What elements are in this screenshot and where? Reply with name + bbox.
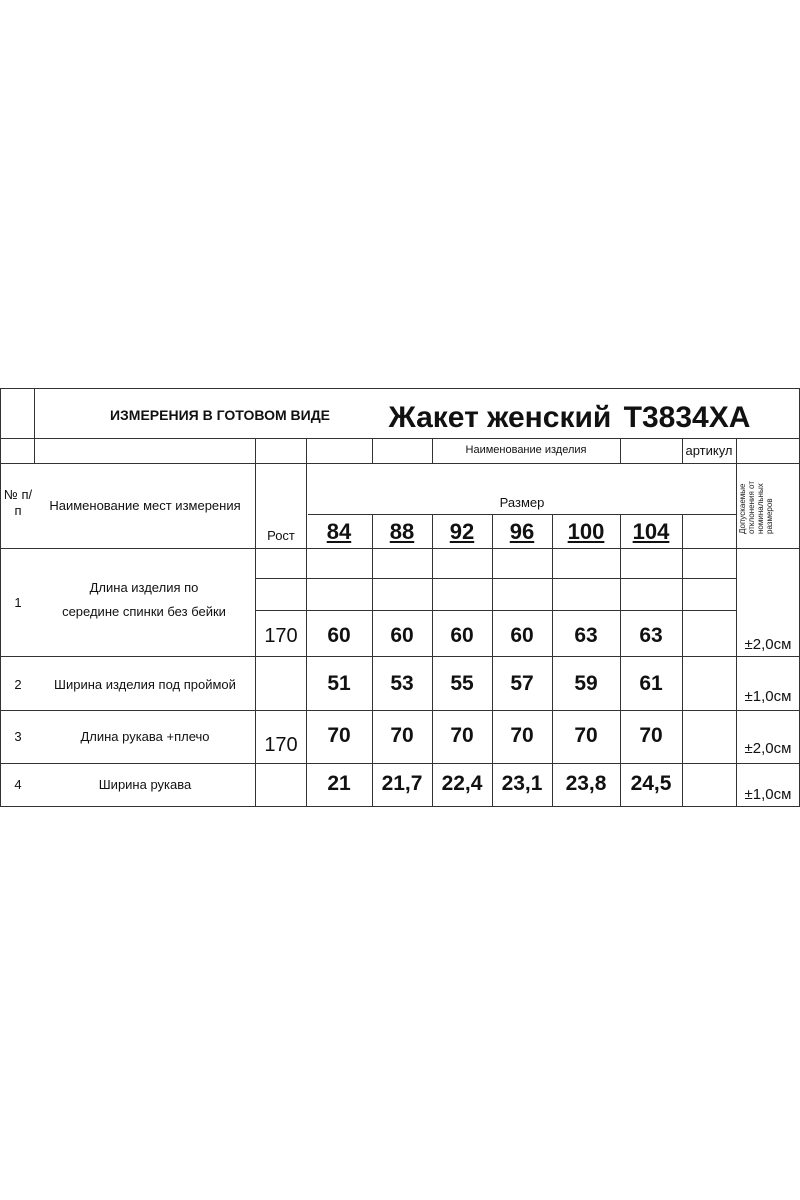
row-4-value-88: 21,7 — [381, 772, 423, 796]
row-3-value-96: 70 — [510, 724, 534, 748]
size-chart-sheet — [0, 388, 800, 808]
row-3-value-104: 70 — [639, 724, 663, 748]
row-4-number: 4 — [14, 777, 22, 793]
grid-line — [0, 656, 800, 657]
grid-line — [255, 610, 736, 611]
grid-line — [0, 806, 800, 807]
row-1-value-104: 63 — [639, 624, 663, 648]
row-3-tolerance: ±2,0см — [744, 740, 792, 757]
column-header-number: № п/п — [3, 487, 33, 518]
grid-line — [682, 514, 683, 807]
row-2-number: 2 — [14, 677, 22, 693]
row-1-value-96: 60 — [510, 624, 534, 648]
size-100: 100 — [567, 518, 605, 544]
row-3-value-100: 70 — [574, 724, 598, 748]
row-2-value-104: 61 — [639, 672, 663, 696]
row-4-value-104: 24,5 — [630, 772, 672, 796]
row-4-measure-name: Ширина рукава — [98, 777, 192, 793]
grid-line — [620, 438, 621, 463]
row-4-tolerance: ±1,0см — [744, 786, 792, 803]
row-1-height: 170 — [264, 625, 298, 647]
row-2-value-96: 57 — [510, 672, 534, 696]
row-3-value-88: 70 — [390, 724, 414, 748]
grid-line — [0, 463, 800, 464]
size-88: 88 — [389, 518, 415, 544]
row-4-value-92: 22,4 — [441, 772, 483, 796]
grid-line — [552, 514, 553, 807]
row-1-value-88: 60 — [390, 624, 414, 648]
row-2-value-88: 53 — [390, 672, 414, 696]
row-1-value-84: 60 — [327, 624, 351, 648]
column-header-measure-place: Наименование мест измерения — [49, 498, 241, 514]
row-4-value-100: 23,8 — [565, 772, 607, 796]
grid-line — [372, 438, 373, 463]
row-1-value-92: 60 — [450, 624, 474, 648]
grid-line — [372, 514, 373, 807]
row-3-measure-name: Длина рукава +плечо — [80, 729, 210, 745]
row-2-tolerance: ±1,0см — [744, 688, 792, 705]
product-name-caption: Наименование изделия — [465, 444, 587, 457]
row-3-number: 3 — [14, 729, 22, 745]
measurements-title: ИЗМЕРЕНИЯ В ГОТОВОМ ВИДЕ — [109, 406, 331, 423]
size-84: 84 — [326, 518, 352, 544]
grid-line — [0, 388, 1, 807]
row-3-value-84: 70 — [327, 724, 351, 748]
row-4-value-96: 23,1 — [501, 772, 543, 796]
row-3-height: 170 — [264, 734, 298, 756]
size-104: 104 — [632, 518, 670, 544]
row-2-value-100: 59 — [574, 672, 598, 696]
grid-line — [0, 438, 800, 439]
tolerance-header-text: Допускаемые отклонения от номинальных размеров — [738, 481, 774, 534]
row-1-tolerance: ±2,0см — [744, 636, 792, 653]
grid-line — [0, 710, 800, 711]
row-2-measure-name: Ширина изделия под проймой — [54, 677, 236, 693]
grid-line — [432, 514, 433, 807]
row-2-value-84: 51 — [327, 672, 351, 696]
row-1-measure-name: Длина изделия по середине спинки без бейки — [62, 580, 226, 619]
row-3-value-92: 70 — [450, 724, 474, 748]
size-92: 92 — [449, 518, 475, 544]
row-2-value-92: 55 — [450, 672, 474, 696]
grid-line — [620, 514, 621, 807]
row-4-value-84: 21 — [327, 772, 351, 796]
grid-line — [492, 514, 493, 807]
article-number: Т3834ХА — [623, 401, 751, 434]
column-header-tolerance — [738, 466, 794, 534]
size-96: 96 — [509, 518, 535, 544]
article-caption: артикул — [685, 443, 733, 459]
product-name: Жакет женский — [388, 401, 612, 434]
row-1-number: 1 — [14, 595, 22, 611]
row-1-value-100: 63 — [574, 624, 598, 648]
grid-line — [34, 388, 35, 463]
grid-line — [255, 578, 736, 579]
grid-line — [0, 388, 800, 389]
column-header-height: Рост — [267, 528, 295, 544]
grid-line — [0, 763, 800, 764]
column-header-size: Размер — [499, 495, 545, 511]
grid-line — [0, 548, 800, 549]
